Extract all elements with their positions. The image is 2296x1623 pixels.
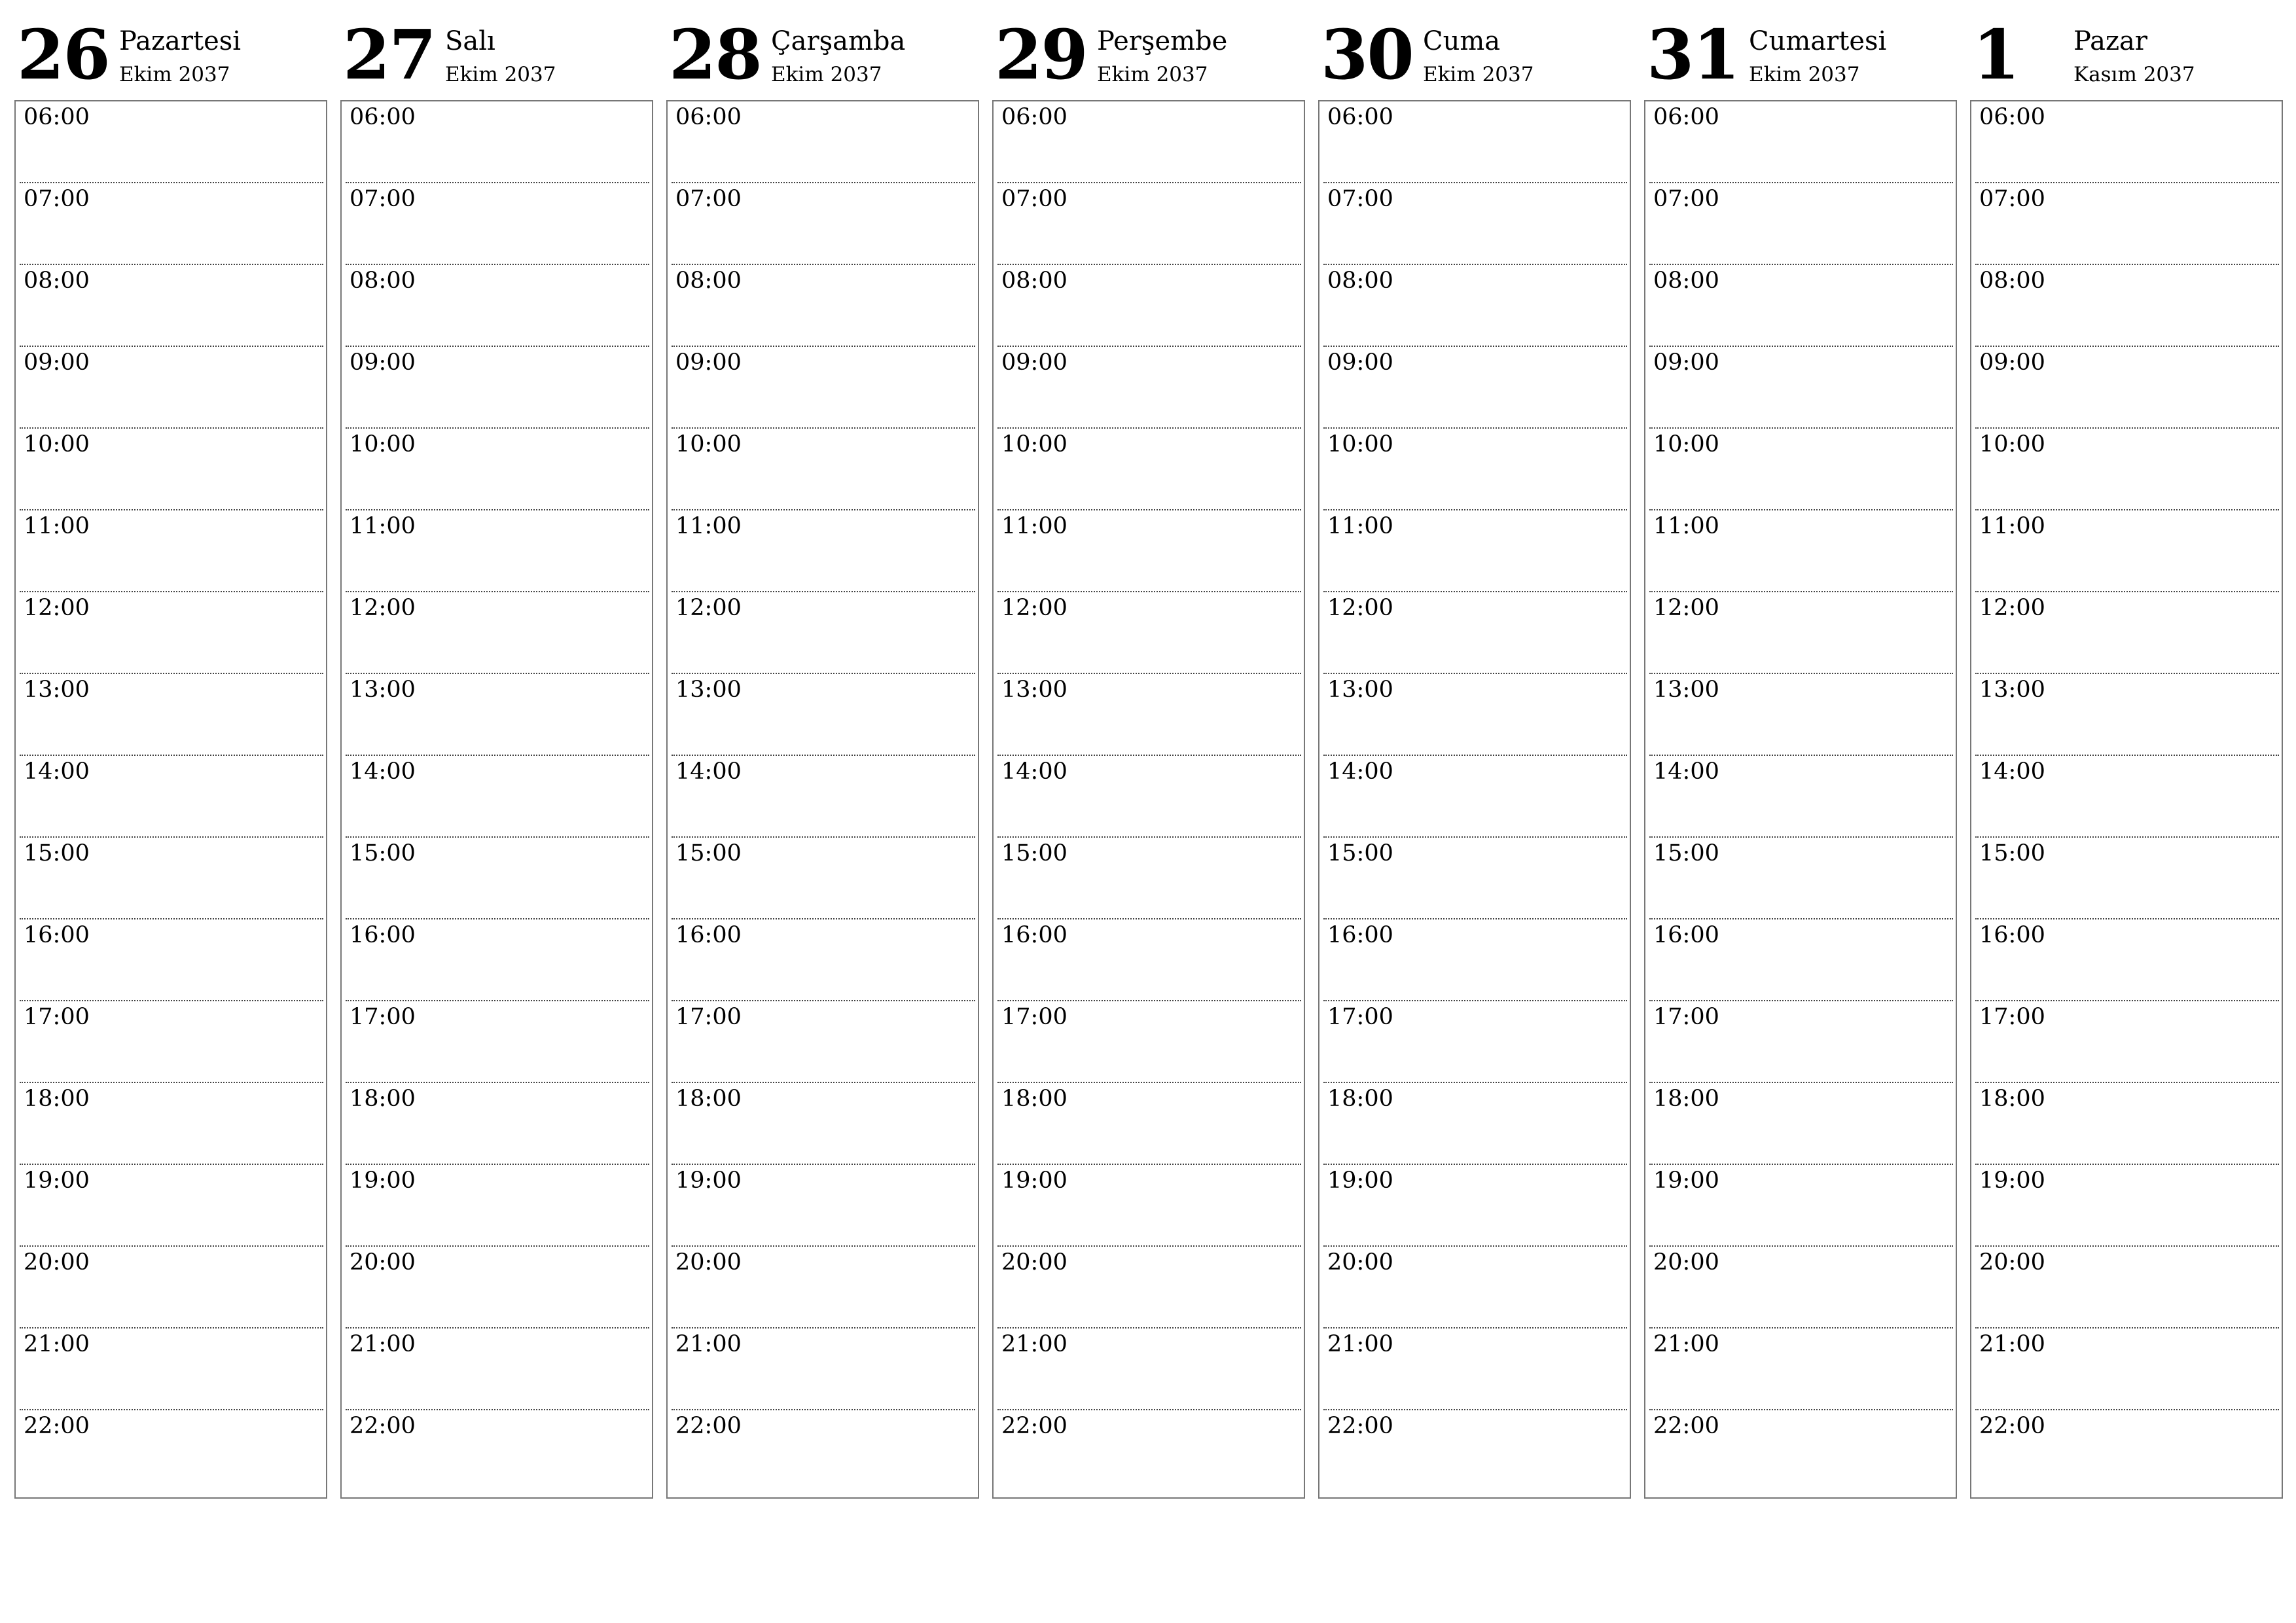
time-slot (668, 1329, 978, 1410)
time-label: 18:00 (1327, 1086, 1393, 1112)
time-slot (994, 1001, 1304, 1083)
time-slot (994, 347, 1304, 429)
time-label: 13:00 (350, 677, 416, 703)
time-label: 08:00 (24, 268, 90, 294)
time-slot (668, 592, 978, 674)
time-slot (342, 1083, 652, 1165)
day-column (1970, 0, 2283, 1500)
day-month-year: Ekim 2037 (1423, 63, 1534, 86)
time-label: 11:00 (1979, 513, 2045, 539)
day-schedule-box (1644, 100, 1957, 1499)
time-slot (16, 674, 326, 756)
day-number: 28 (669, 14, 761, 95)
time-slot (668, 838, 978, 919)
time-label: 07:00 (1327, 186, 1393, 212)
time-label: 10:00 (24, 431, 90, 457)
time-label: 18:00 (1001, 1086, 1067, 1112)
time-slot (994, 510, 1304, 592)
day-name: Pazar (2073, 26, 2148, 56)
time-slot (1645, 1001, 1956, 1083)
time-label: 19:00 (675, 1168, 742, 1194)
time-slot (1319, 592, 1630, 674)
weekly-planner (14, 0, 2288, 1505)
time-slot (342, 101, 652, 183)
time-label: 16:00 (1979, 922, 2045, 948)
time-slot (994, 265, 1304, 347)
time-label: 21:00 (350, 1331, 416, 1357)
time-label: 08:00 (1979, 268, 2045, 294)
time-label: 19:00 (1979, 1168, 2045, 1194)
time-label: 11:00 (675, 513, 742, 539)
time-slot (342, 1329, 652, 1410)
time-label: 22:00 (350, 1413, 416, 1439)
time-slot (1319, 429, 1630, 510)
time-slot (16, 592, 326, 674)
time-label: 12:00 (1001, 595, 1067, 621)
time-slot (16, 429, 326, 510)
time-label: 09:00 (1327, 349, 1393, 376)
day-column (1318, 0, 1631, 1500)
time-slot (342, 1247, 652, 1329)
time-slot (668, 1083, 978, 1165)
time-slot (994, 1247, 1304, 1329)
time-label: 11:00 (1001, 513, 1067, 539)
time-label: 09:00 (675, 349, 742, 376)
time-label: 17:00 (350, 1004, 416, 1030)
time-label: 20:00 (1979, 1249, 2045, 1275)
time-slot (994, 592, 1304, 674)
time-slot (342, 756, 652, 838)
time-slot (668, 183, 978, 265)
time-label: 14:00 (1653, 758, 1719, 785)
time-label: 17:00 (1001, 1004, 1067, 1030)
time-label: 20:00 (350, 1249, 416, 1275)
time-label: 11:00 (350, 513, 416, 539)
time-slot (1645, 429, 1956, 510)
time-label: 21:00 (1979, 1331, 2045, 1357)
time-slot (668, 674, 978, 756)
time-label: 19:00 (1001, 1168, 1067, 1194)
time-slot (342, 919, 652, 1001)
time-slot (1319, 347, 1630, 429)
day-month-year: Ekim 2037 (445, 63, 556, 86)
time-label: 18:00 (1653, 1086, 1719, 1112)
time-label: 13:00 (1001, 677, 1067, 703)
time-label: 08:00 (350, 268, 416, 294)
time-label: 18:00 (1979, 1086, 2045, 1112)
time-slot (16, 1001, 326, 1083)
time-slot (1971, 101, 2282, 183)
time-slot (1319, 1247, 1630, 1329)
time-slot (1319, 1001, 1630, 1083)
time-slot (1319, 919, 1630, 1001)
time-label: 13:00 (1979, 677, 2045, 703)
time-label: 12:00 (1327, 595, 1393, 621)
time-slot (668, 756, 978, 838)
day-number: 1 (1973, 14, 2019, 95)
time-slot (16, 1410, 326, 1492)
time-label: 11:00 (1653, 513, 1719, 539)
time-slot (1971, 838, 2282, 919)
day-month-year: Ekim 2037 (771, 63, 882, 86)
time-slot (1319, 183, 1630, 265)
time-slot (1971, 1083, 2282, 1165)
time-label: 11:00 (24, 513, 90, 539)
day-number: 29 (995, 14, 1087, 95)
time-label: 07:00 (24, 186, 90, 212)
time-slot (16, 347, 326, 429)
time-label: 20:00 (1001, 1249, 1067, 1275)
time-slot (994, 919, 1304, 1001)
time-slot (994, 674, 1304, 756)
day-column (666, 0, 979, 1500)
time-label: 16:00 (1327, 922, 1393, 948)
time-label: 17:00 (1327, 1004, 1393, 1030)
time-label: 21:00 (1653, 1331, 1719, 1357)
time-label: 12:00 (24, 595, 90, 621)
time-slot (1645, 347, 1956, 429)
time-slot (994, 429, 1304, 510)
time-slot (1971, 674, 2282, 756)
time-label: 22:00 (1327, 1413, 1393, 1439)
time-label: 07:00 (1979, 186, 2045, 212)
time-slot (1645, 919, 1956, 1001)
time-label: 06:00 (675, 104, 742, 130)
time-slot (16, 756, 326, 838)
time-slot (668, 429, 978, 510)
time-label: 14:00 (675, 758, 742, 785)
time-label: 17:00 (1653, 1004, 1719, 1030)
time-slot (342, 510, 652, 592)
time-label: 15:00 (1979, 840, 2045, 866)
day-number: 30 (1321, 14, 1413, 95)
time-label: 16:00 (24, 922, 90, 948)
time-slot (1319, 1083, 1630, 1165)
time-slot (1971, 592, 2282, 674)
time-slot (1645, 1083, 1956, 1165)
time-label: 10:00 (1327, 431, 1393, 457)
time-slot (668, 919, 978, 1001)
time-label: 20:00 (1653, 1249, 1719, 1275)
time-label: 11:00 (1327, 513, 1393, 539)
time-slot (1645, 265, 1956, 347)
time-slot (16, 183, 326, 265)
day-name: Pazartesi (119, 26, 242, 56)
time-slot (342, 265, 652, 347)
time-label: 15:00 (1653, 840, 1719, 866)
time-slot (1645, 1329, 1956, 1410)
day-name: Perşembe (1097, 26, 1228, 56)
time-label: 12:00 (1653, 595, 1719, 621)
time-slot (668, 347, 978, 429)
time-label: 14:00 (1327, 758, 1393, 785)
time-label: 06:00 (24, 104, 90, 130)
time-slot (16, 838, 326, 919)
time-label: 13:00 (1327, 677, 1393, 703)
time-slot (16, 1083, 326, 1165)
time-slot (994, 101, 1304, 183)
day-month-year: Ekim 2037 (1097, 63, 1208, 86)
time-slot (994, 1083, 1304, 1165)
day-schedule-box (340, 100, 653, 1499)
day-header (1318, 0, 1631, 98)
time-slot (1971, 919, 2282, 1001)
time-label: 22:00 (24, 1413, 90, 1439)
time-label: 19:00 (350, 1168, 416, 1194)
time-slot (16, 1247, 326, 1329)
time-label: 20:00 (24, 1249, 90, 1275)
time-slot (16, 1165, 326, 1247)
time-slot (1645, 101, 1956, 183)
time-slot (1319, 756, 1630, 838)
time-slot (342, 1001, 652, 1083)
time-label: 10:00 (1979, 431, 2045, 457)
time-label: 13:00 (675, 677, 742, 703)
day-name: Cuma (1423, 26, 1501, 56)
time-slot (668, 1001, 978, 1083)
time-label: 18:00 (350, 1086, 416, 1112)
day-column (340, 0, 653, 1500)
time-slot (1645, 1247, 1956, 1329)
time-slot (1971, 183, 2282, 265)
time-label: 16:00 (350, 922, 416, 948)
time-label: 19:00 (24, 1168, 90, 1194)
time-label: 14:00 (350, 758, 416, 785)
time-slot (342, 674, 652, 756)
time-label: 12:00 (350, 595, 416, 621)
time-slot (1971, 756, 2282, 838)
time-slot (342, 838, 652, 919)
time-label: 06:00 (1653, 104, 1719, 130)
time-label: 21:00 (1001, 1331, 1067, 1357)
time-label: 08:00 (1327, 268, 1393, 294)
time-slot (1645, 838, 1956, 919)
time-slot (1971, 347, 2282, 429)
time-slot (1645, 756, 1956, 838)
time-label: 10:00 (350, 431, 416, 457)
time-slot (994, 1329, 1304, 1410)
day-name: Çarşamba (771, 26, 906, 56)
time-label: 10:00 (1653, 431, 1719, 457)
time-slot (1319, 265, 1630, 347)
time-label: 14:00 (1001, 758, 1067, 785)
time-slot (1971, 265, 2282, 347)
day-month-year: Kasım 2037 (2073, 63, 2195, 86)
time-slot (342, 347, 652, 429)
time-slot (342, 429, 652, 510)
day-header (1970, 0, 2283, 98)
time-label: 16:00 (1001, 922, 1067, 948)
time-slot (1645, 1410, 1956, 1492)
day-schedule-box (992, 100, 1305, 1499)
day-number: 31 (1647, 14, 1739, 95)
time-slot (16, 101, 326, 183)
time-label: 09:00 (1653, 349, 1719, 376)
time-label: 21:00 (675, 1331, 742, 1357)
time-label: 21:00 (24, 1331, 90, 1357)
time-slot (1971, 1329, 2282, 1410)
time-slot (1645, 1165, 1956, 1247)
time-slot (1319, 1165, 1630, 1247)
time-label: 08:00 (1001, 268, 1067, 294)
time-slot (994, 1165, 1304, 1247)
day-column (992, 0, 1305, 1500)
day-schedule-box (14, 100, 327, 1499)
time-label: 07:00 (1653, 186, 1719, 212)
time-label: 21:00 (1327, 1331, 1393, 1357)
time-slot (16, 265, 326, 347)
time-label: 14:00 (24, 758, 90, 785)
time-label: 08:00 (1653, 268, 1719, 294)
day-number: 26 (17, 14, 109, 95)
time-label: 13:00 (24, 677, 90, 703)
day-header (14, 0, 327, 98)
day-column (14, 0, 327, 1500)
time-label: 17:00 (24, 1004, 90, 1030)
day-header (340, 0, 653, 98)
time-label: 08:00 (675, 268, 742, 294)
time-slot (1971, 1165, 2282, 1247)
day-name: Salı (445, 26, 495, 56)
day-number: 27 (343, 14, 435, 95)
time-slot (342, 592, 652, 674)
time-slot (1319, 1410, 1630, 1492)
time-slot (668, 1410, 978, 1492)
time-label: 17:00 (675, 1004, 742, 1030)
time-slot (668, 101, 978, 183)
time-slot (1319, 674, 1630, 756)
time-slot (1971, 429, 2282, 510)
time-label: 22:00 (1653, 1413, 1719, 1439)
time-slot (668, 1247, 978, 1329)
day-header (992, 0, 1305, 98)
time-slot (1645, 592, 1956, 674)
time-label: 16:00 (675, 922, 742, 948)
time-label: 13:00 (1653, 677, 1719, 703)
day-header (666, 0, 979, 98)
time-label: 07:00 (675, 186, 742, 212)
time-slot (668, 510, 978, 592)
time-label: 22:00 (1001, 1413, 1067, 1439)
time-label: 06:00 (1001, 104, 1067, 130)
day-schedule-box (666, 100, 979, 1499)
time-slot (1645, 183, 1956, 265)
time-label: 06:00 (1327, 104, 1393, 130)
time-label: 14:00 (1979, 758, 2045, 785)
time-slot (668, 1165, 978, 1247)
day-column (1644, 0, 1957, 1500)
time-slot (342, 1410, 652, 1492)
time-slot (16, 510, 326, 592)
time-slot (1645, 510, 1956, 592)
time-label: 10:00 (1001, 431, 1067, 457)
time-label: 20:00 (675, 1249, 742, 1275)
time-label: 16:00 (1653, 922, 1719, 948)
time-label: 19:00 (1327, 1168, 1393, 1194)
time-label: 07:00 (350, 186, 416, 212)
time-slot (994, 183, 1304, 265)
time-slot (1645, 674, 1956, 756)
time-label: 17:00 (1979, 1004, 2045, 1030)
time-slot (1319, 510, 1630, 592)
time-slot (1319, 1329, 1630, 1410)
day-name: Cumartesi (1749, 26, 1887, 56)
day-schedule-box (1970, 100, 2283, 1499)
time-label: 09:00 (24, 349, 90, 376)
time-label: 19:00 (1653, 1168, 1719, 1194)
time-slot (994, 838, 1304, 919)
time-slot (1971, 510, 2282, 592)
time-label: 09:00 (1001, 349, 1067, 376)
time-label: 12:00 (675, 595, 742, 621)
time-label: 07:00 (1001, 186, 1067, 212)
time-label: 15:00 (1001, 840, 1067, 866)
time-label: 20:00 (1327, 1249, 1393, 1275)
time-slot (16, 919, 326, 1001)
time-label: 09:00 (1979, 349, 2045, 376)
time-label: 10:00 (675, 431, 742, 457)
time-slot (1319, 838, 1630, 919)
time-label: 15:00 (1327, 840, 1393, 866)
time-slot (16, 1329, 326, 1410)
time-label: 15:00 (350, 840, 416, 866)
time-slot (1971, 1410, 2282, 1492)
time-label: 22:00 (1979, 1413, 2045, 1439)
time-label: 06:00 (1979, 104, 2045, 130)
time-label: 12:00 (1979, 595, 2045, 621)
time-label: 09:00 (350, 349, 416, 376)
time-label: 15:00 (24, 840, 90, 866)
time-label: 15:00 (675, 840, 742, 866)
time-slot (1319, 101, 1630, 183)
day-month-year: Ekim 2037 (119, 63, 230, 86)
time-label: 06:00 (350, 104, 416, 130)
time-slot (342, 183, 652, 265)
time-slot (994, 1410, 1304, 1492)
time-slot (1971, 1247, 2282, 1329)
time-label: 18:00 (24, 1086, 90, 1112)
time-slot (994, 756, 1304, 838)
time-slot (1971, 1001, 2282, 1083)
time-slot (668, 265, 978, 347)
time-slot (342, 1165, 652, 1247)
day-header (1644, 0, 1957, 98)
day-month-year: Ekim 2037 (1749, 63, 1860, 86)
day-schedule-box (1318, 100, 1631, 1499)
time-label: 22:00 (675, 1413, 742, 1439)
time-label: 18:00 (675, 1086, 742, 1112)
